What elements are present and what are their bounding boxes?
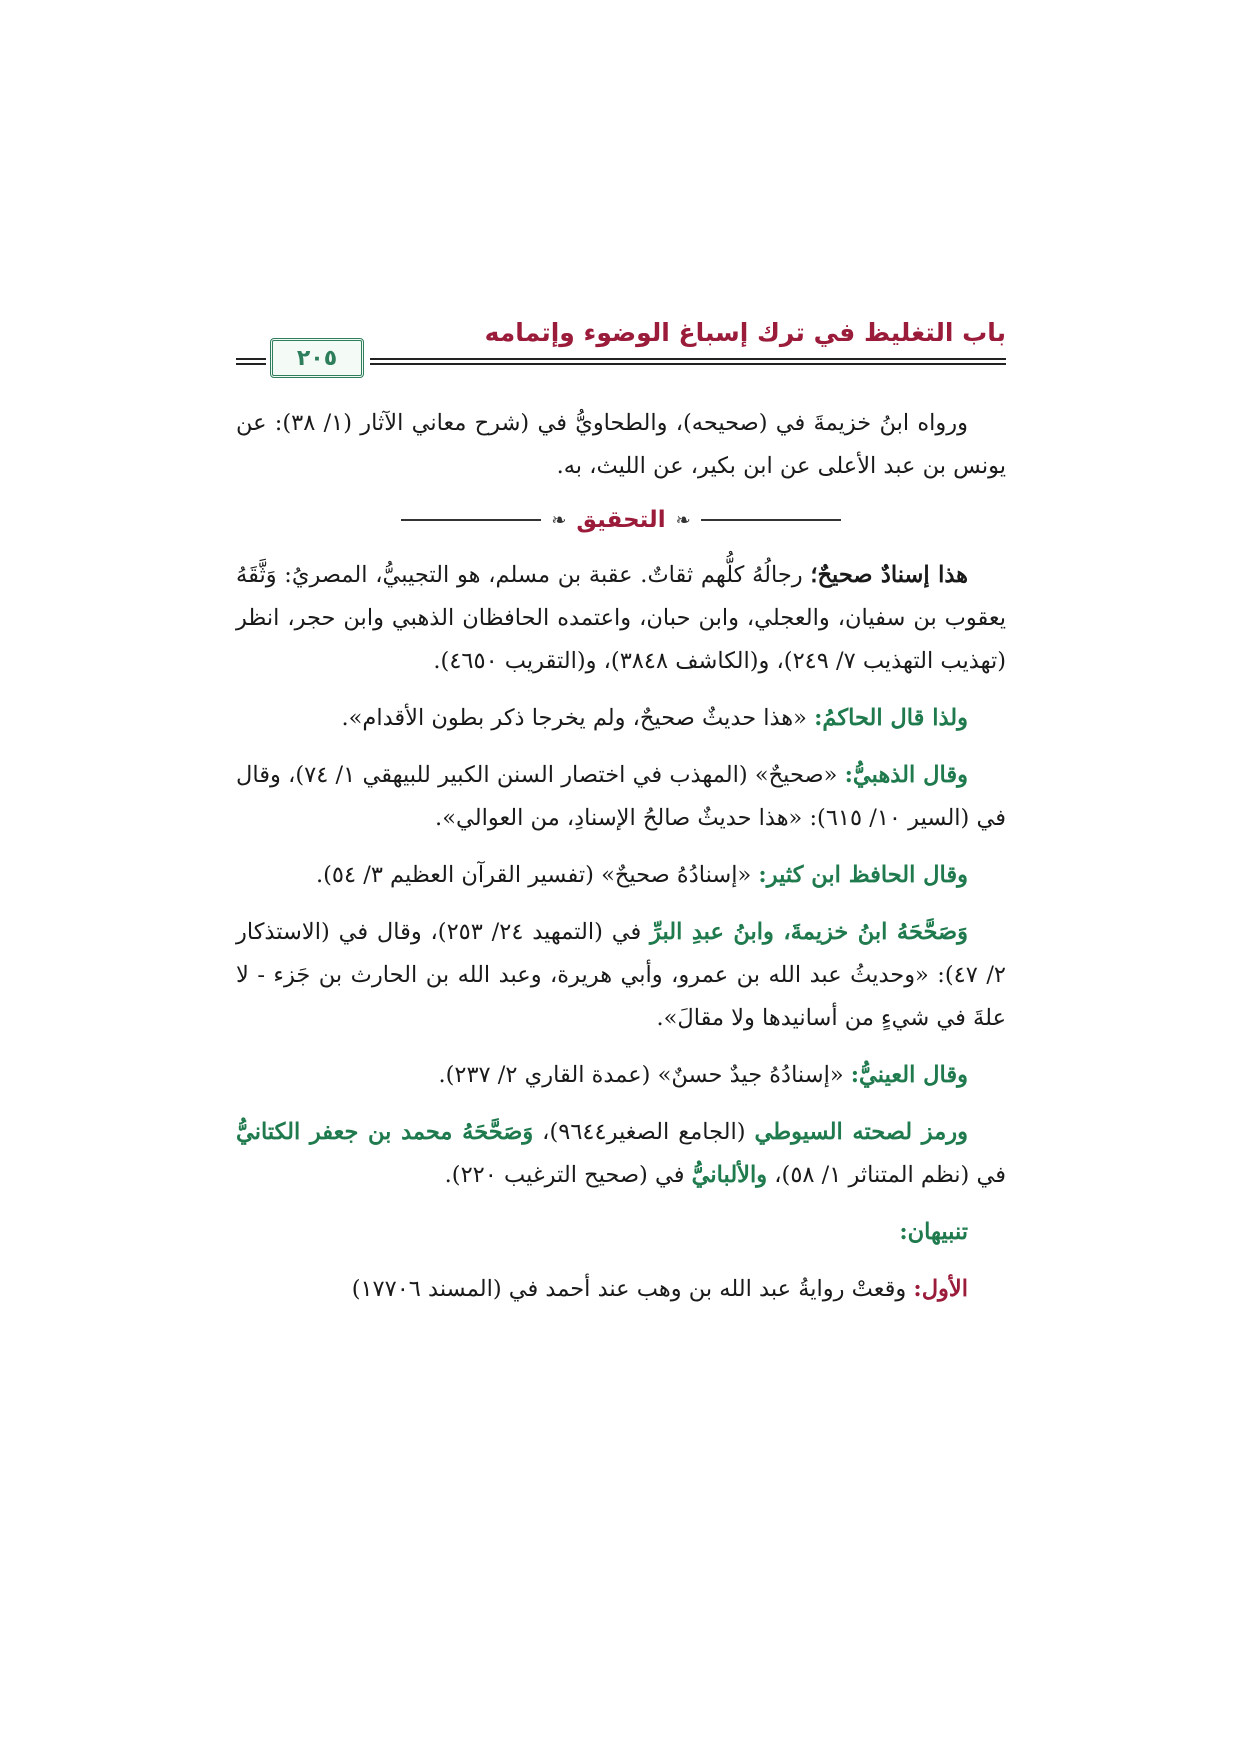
paragraph-suyuti [236, 1111, 1006, 1197]
header-rule [370, 358, 1006, 365]
paragraph-lead: وَصَحَّحَهُ محمد بن جعفر الكتانيُّ [236, 1119, 534, 1145]
paragraph-hakim [236, 697, 1006, 740]
page-header [236, 318, 1006, 378]
paragraph-text: في (صحيح الترغيب ٢٢٠). [444, 1162, 692, 1188]
divider-line [401, 519, 541, 521]
page-body [236, 402, 1006, 1325]
paragraph-text: وقعتْ روايةُ عبد الله بن وهب عند أحمد في (المسند ١٧٧٠٦) [351, 1276, 914, 1302]
paragraph-lead: هذا إسنادٌ صحيحٌ؛ [810, 562, 968, 588]
paragraph-text: رجالُهُ كلُّهم ثقاتٌ. عقبة بن مسلم، هو التجيبيُّ، المصريُ: وَثَّقَهُ يعقوب بن سفيان، والعجلي، وابن حبان، واعتمده الحافظان الذهبي وابن حجر، انظر (تهذيب التهذيب ٧/ ٢٤٩)، و(الكاشف ٣٨٤٨)، و(التقريب ٤٦٥٠). [236, 562, 1006, 674]
paragraph-lead: الأول: [913, 1276, 968, 1302]
paragraph-text: «إسنادُهُ جيدٌ حسنٌ» (عمدة القاري ٢/ ٢٣٧). [438, 1062, 851, 1088]
ornament-icon: ❧ [551, 509, 567, 531]
paragraph-text: «هذا حديثٌ صحيحٌ، ولم يخرجا ذكر بطون الأقدام». [341, 705, 815, 731]
paragraph-lead: ولذا قال الحاكمُ: [814, 705, 968, 731]
paragraph-first-note [236, 1268, 1006, 1311]
paragraph-text: في (التمهيد ٢٤/ ٢٥٣)، وقال في (الاستذكار ٢/ ٤٧): «وحديثُ عبد الله بن عمرو، وأبي هريرة، وعبد الله بن الحارث بن جَزء - لا علةَ في شيءٍ من أسانيدها ولا مقالَ». [236, 919, 1007, 1031]
paragraph-text: (الجامع الصغير٩٦٤٤)، [533, 1119, 755, 1145]
section-divider [236, 502, 1006, 538]
paragraph-lead: وَصَحَّحَهُ ابنُ خزيمةَ، وابنُ عبدِ البرِّ [650, 919, 969, 945]
paragraph-lead: ورمز لصحته السيوطي [754, 1119, 968, 1145]
paragraph-ibn-kathir [236, 854, 1006, 897]
divider-line [701, 519, 841, 521]
paragraph-isnad [236, 554, 1006, 683]
paragraph-lead: وقال الذهبيُّ: [844, 762, 968, 788]
paragraph-ibn-khuzaymah [236, 911, 1006, 1040]
page-number-badge: ٢٠٥ [270, 338, 364, 378]
paragraph-text: «صحيحٌ» (المهذب في اختصار السنن الكبير للبيهقي ١/ ٧٤)، وقال في (السير ١٠/ ٦١٥): «هذا حديثٌ صالحُ الإسنادِ، من العوالي». [236, 762, 1006, 831]
chapter-title: باب التغليظ في ترك إسباغ الوضوء وإتمامه [484, 318, 1006, 347]
paragraph-text: في (نظم المتناثر ١/ ٥٨)، [767, 1162, 1006, 1188]
header-rule-left [236, 358, 266, 365]
intro-paragraph: ورواه ابنُ خزيمةَ في (صحيحه)، والطحاويُّ في (شرح معاني الآثار (١/ ٣٨): عن يونس بن عبد الأعلى عن ابن بكير، عن الليث، به. [236, 410, 1006, 479]
paragraph-lead: وقال العينيُّ: [850, 1062, 968, 1088]
paragraph-notes-heading [236, 1211, 1006, 1254]
section-title: التحقيق [576, 506, 666, 533]
notes-heading: تنبيهان: [899, 1219, 968, 1245]
ornament-icon: ❧ [675, 509, 691, 531]
paragraph-text: «إسنادُهُ صحيحٌ» (تفسير القرآن العظيم ٣/ ٥٤). [315, 862, 759, 888]
paragraph-lead: وقال الحافظ ابن كثير: [758, 862, 968, 888]
paragraph-ayni [236, 1054, 1006, 1097]
paragraph-lead: والألبانيُّ [691, 1162, 768, 1188]
paragraph-dhahabi [236, 754, 1006, 840]
